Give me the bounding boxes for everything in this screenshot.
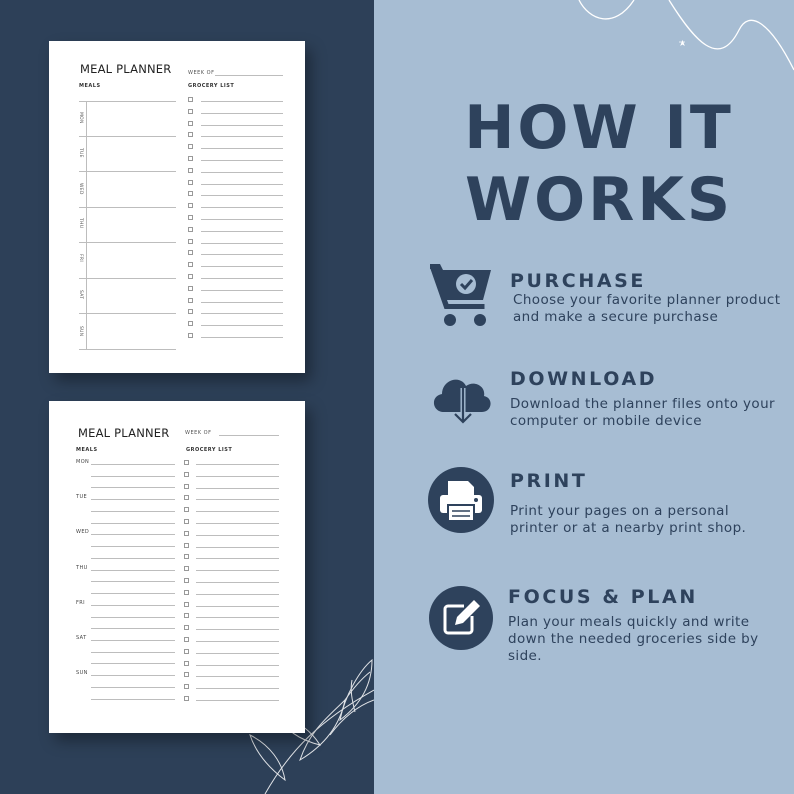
grocery-checkbox bbox=[184, 566, 189, 571]
grocery-line bbox=[196, 499, 279, 500]
grocery-line bbox=[201, 254, 283, 255]
grocery-checkbox bbox=[188, 168, 193, 173]
grocery-line bbox=[196, 547, 279, 548]
meal-planner-sheet-horizontal bbox=[49, 401, 305, 733]
meal-line bbox=[91, 593, 175, 594]
grocery-checkbox bbox=[188, 97, 193, 102]
grocery-line bbox=[196, 464, 279, 465]
meal-planner-sheet-vertical bbox=[49, 41, 305, 373]
grocery-checkbox bbox=[184, 507, 189, 512]
meal-line bbox=[91, 640, 175, 641]
grocery-line bbox=[201, 113, 283, 114]
grocery-line bbox=[196, 629, 279, 630]
grocery-checkbox bbox=[184, 625, 189, 630]
grocery-checkbox bbox=[184, 472, 189, 477]
grocery-line bbox=[201, 278, 283, 279]
grocery-checkbox bbox=[188, 239, 193, 244]
grocery-line bbox=[201, 195, 283, 196]
grocery-line bbox=[201, 160, 283, 161]
day-label-fri: FRI bbox=[76, 599, 86, 606]
grocery-checkbox bbox=[188, 121, 193, 126]
grocery-checkbox bbox=[184, 613, 189, 618]
sheet-title: MEAL PLANNER bbox=[80, 62, 172, 76]
grocery-checkbox bbox=[188, 262, 193, 267]
grocery-line bbox=[201, 313, 283, 314]
meal-line bbox=[91, 487, 175, 488]
grocery-checkbox bbox=[188, 274, 193, 279]
meal-line bbox=[91, 675, 175, 676]
grocery-checkbox bbox=[184, 637, 189, 642]
grocery-checkbox bbox=[184, 578, 189, 583]
meal-line bbox=[91, 699, 175, 700]
page-title-line-2: WORKS bbox=[464, 165, 734, 235]
grocery-checkbox bbox=[188, 309, 193, 314]
grocery-checkbox bbox=[188, 298, 193, 303]
grocery-line bbox=[201, 325, 283, 326]
grocery-checkbox bbox=[188, 191, 193, 196]
meal-line bbox=[91, 558, 175, 559]
grocery-line bbox=[201, 125, 283, 126]
grocery-line bbox=[201, 136, 283, 137]
grocery-line bbox=[196, 688, 279, 689]
grocery-checkbox bbox=[184, 531, 189, 536]
grocery-line bbox=[196, 653, 279, 654]
grocery-line bbox=[201, 302, 283, 303]
sheet-title: MEAL PLANNER bbox=[78, 426, 170, 440]
meal-line bbox=[91, 617, 175, 618]
grocery-line bbox=[196, 511, 279, 512]
grocery-line bbox=[196, 476, 279, 477]
left-panel bbox=[0, 0, 374, 794]
grocery-checkbox bbox=[188, 250, 193, 255]
cloud-download-icon bbox=[428, 364, 494, 430]
meal-line bbox=[91, 570, 175, 571]
grocery-line bbox=[201, 184, 283, 185]
grocery-line bbox=[201, 290, 283, 291]
grocery-line bbox=[196, 558, 279, 559]
grocery-checkbox bbox=[184, 602, 189, 607]
grocery-line bbox=[196, 665, 279, 666]
day-label-tue: TUE bbox=[78, 148, 83, 158]
grocery-checkbox bbox=[184, 554, 189, 559]
step-purchase bbox=[428, 262, 788, 342]
day-label-sun: SUN bbox=[78, 326, 83, 337]
grocery-list-label: GROCERY LIST bbox=[188, 83, 235, 89]
meal-line bbox=[91, 581, 175, 582]
day-label-wed: WED bbox=[76, 529, 90, 536]
grocery-checkbox bbox=[188, 156, 193, 161]
grocery-checkbox bbox=[184, 684, 189, 689]
day-label-wed: WED bbox=[78, 183, 83, 195]
grocery-checkbox bbox=[184, 484, 189, 489]
meal-line bbox=[91, 605, 175, 606]
grocery-list-label: GROCERY LIST bbox=[186, 447, 233, 453]
grocery-checkbox bbox=[188, 286, 193, 291]
grocery-line bbox=[196, 606, 279, 607]
day-label-tue: TUE bbox=[76, 494, 88, 501]
grocery-checkbox bbox=[188, 109, 193, 114]
grocery-checkbox bbox=[188, 215, 193, 220]
grocery-line bbox=[196, 523, 279, 524]
grocery-line bbox=[201, 101, 283, 102]
step-description: Choose your favorite planner product and make a secure purchase bbox=[513, 292, 781, 325]
grocery-checkbox bbox=[184, 495, 189, 500]
grocery-line bbox=[196, 700, 279, 701]
grocery-line bbox=[201, 243, 283, 244]
printer-icon bbox=[428, 467, 494, 533]
grocery-line bbox=[196, 594, 279, 595]
grocery-checkbox bbox=[184, 696, 189, 701]
day-label-sat: SAT bbox=[78, 290, 83, 300]
grocery-checkbox bbox=[184, 543, 189, 548]
meals-label: MEALS bbox=[76, 447, 98, 453]
grocery-checkbox bbox=[184, 519, 189, 524]
meal-line bbox=[91, 511, 175, 512]
week-of-label: WEEK OF bbox=[188, 70, 215, 76]
page-title-line-1: HOW IT bbox=[464, 93, 734, 163]
grocery-checkbox bbox=[184, 649, 189, 654]
day-label-sat: SAT bbox=[76, 635, 87, 641]
step-title: FOCUS & PLAN bbox=[508, 586, 698, 608]
meal-line bbox=[91, 663, 175, 664]
grocery-line bbox=[196, 641, 279, 642]
step-print bbox=[428, 467, 788, 537]
step-description: Print your pages on a personal printer or at a nearby print shop. bbox=[510, 503, 747, 536]
grocery-checkbox bbox=[184, 661, 189, 666]
grocery-checkbox bbox=[184, 590, 189, 595]
day-label-sun: SUN bbox=[76, 670, 88, 677]
meal-line bbox=[91, 476, 175, 477]
step-title: PRINT bbox=[510, 470, 588, 492]
grocery-line bbox=[196, 570, 279, 571]
grocery-line bbox=[201, 219, 283, 220]
grocery-checkbox bbox=[184, 460, 189, 465]
grocery-line bbox=[196, 535, 279, 536]
day-label-fri: FRI bbox=[78, 254, 83, 262]
grocery-line bbox=[196, 582, 279, 583]
grocery-checkbox bbox=[188, 321, 193, 326]
step-title: DOWNLOAD bbox=[510, 368, 658, 390]
grocery-line bbox=[201, 172, 283, 173]
day-label-mon: MON bbox=[76, 459, 90, 465]
meal-line bbox=[91, 499, 175, 500]
grocery-line bbox=[201, 266, 283, 267]
step-download bbox=[428, 364, 788, 434]
grocery-checkbox bbox=[188, 227, 193, 232]
day-label-mon: MON bbox=[78, 112, 83, 124]
grocery-line bbox=[201, 337, 283, 338]
meal-line bbox=[91, 652, 175, 653]
step-description: Plan your meals quickly and write down the needed groceries side by side. bbox=[508, 614, 759, 664]
edit-note-icon bbox=[428, 586, 494, 652]
grocery-checkbox bbox=[184, 672, 189, 677]
grocery-line bbox=[201, 148, 283, 149]
meal-line bbox=[91, 628, 175, 629]
step-focus-plan bbox=[428, 586, 788, 666]
week-of-label: WEEK OF bbox=[185, 430, 212, 436]
grocery-line bbox=[201, 231, 283, 232]
day-label-thu: THU bbox=[76, 564, 88, 571]
grocery-line bbox=[196, 676, 279, 677]
meals-label: MEALS bbox=[79, 83, 101, 89]
grocery-checkbox bbox=[188, 144, 193, 149]
meal-line bbox=[91, 523, 175, 524]
step-title: PURCHASE bbox=[510, 270, 646, 292]
grocery-checkbox bbox=[188, 333, 193, 338]
step-description: Download the planner files onto your computer or mobile device bbox=[510, 396, 775, 429]
day-label-thu: THU bbox=[78, 218, 83, 229]
meal-line bbox=[91, 534, 175, 535]
shopping-cart-check-icon bbox=[428, 262, 494, 328]
meal-line bbox=[91, 546, 175, 547]
meal-line bbox=[91, 464, 175, 465]
grocery-line bbox=[196, 488, 279, 489]
grocery-line bbox=[201, 207, 283, 208]
grocery-checkbox bbox=[188, 180, 193, 185]
grocery-checkbox bbox=[188, 132, 193, 137]
grocery-checkbox bbox=[188, 203, 193, 208]
swirl-decoration bbox=[374, 0, 794, 80]
grocery-line bbox=[196, 617, 279, 618]
meal-line bbox=[91, 687, 175, 688]
